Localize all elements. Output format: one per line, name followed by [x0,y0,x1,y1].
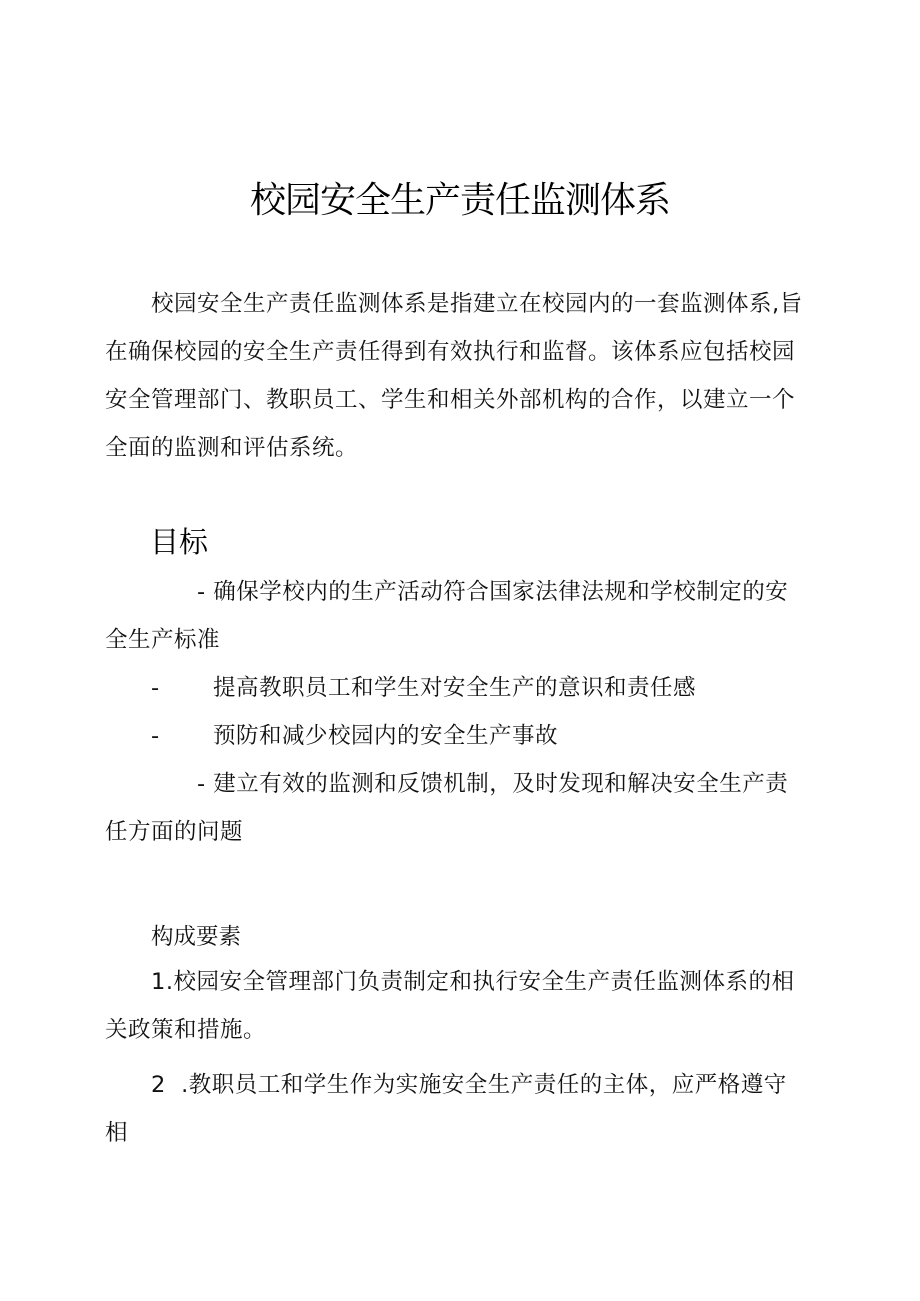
goal-item [105,664,805,712]
goal-text: 确保学校内的生产活动符合国家法律法规和学校制定的安全生产标准 [105,579,789,653]
goal-text: 预防和减少校园内的安全生产事故 [213,723,559,749]
goal-item [105,712,805,760]
element-number: 1. [151,969,174,995]
element-number: 2 [151,1072,166,1098]
element-item [105,1061,805,1157]
goals-heading: 目标 [150,525,209,559]
goal-text: 提高教职员工和学生对安全生产的意识和责任感 [213,675,697,701]
dash-marker: - [151,723,160,749]
element-item [105,958,805,1054]
document-title: 校园安全生产责任监测体系 [249,180,670,221]
dash-marker: - [151,675,160,701]
goal-text: 建立有效的监测和反馈机制，及时发现和解决安全生产责任方面的问题 [105,771,789,845]
element-text: .教职员工和学生作为实施安全生产责任的主体，应严格遵守相 [105,1072,787,1146]
goal-item [105,760,805,856]
element-text: 校园安全管理部门负责制定和执行安全生产责任监测体系的相关政策和措施。 [105,969,795,1043]
intro-paragraph: 校园安全生产责任监测体系是指建立在校园内的一套监测体系,旨在确保校园的安全生产责任得到有效执行和监督。该体系应包括校园安全管理部门、教职员工、学生和相关外部机构的合作，以建立一个全面的监测和评估系统。 [105,291,803,461]
dash-marker: - [197,579,206,605]
goal-item [105,568,805,664]
dash-marker: - [197,771,206,797]
elements-heading: 构成要素 [151,924,242,950]
